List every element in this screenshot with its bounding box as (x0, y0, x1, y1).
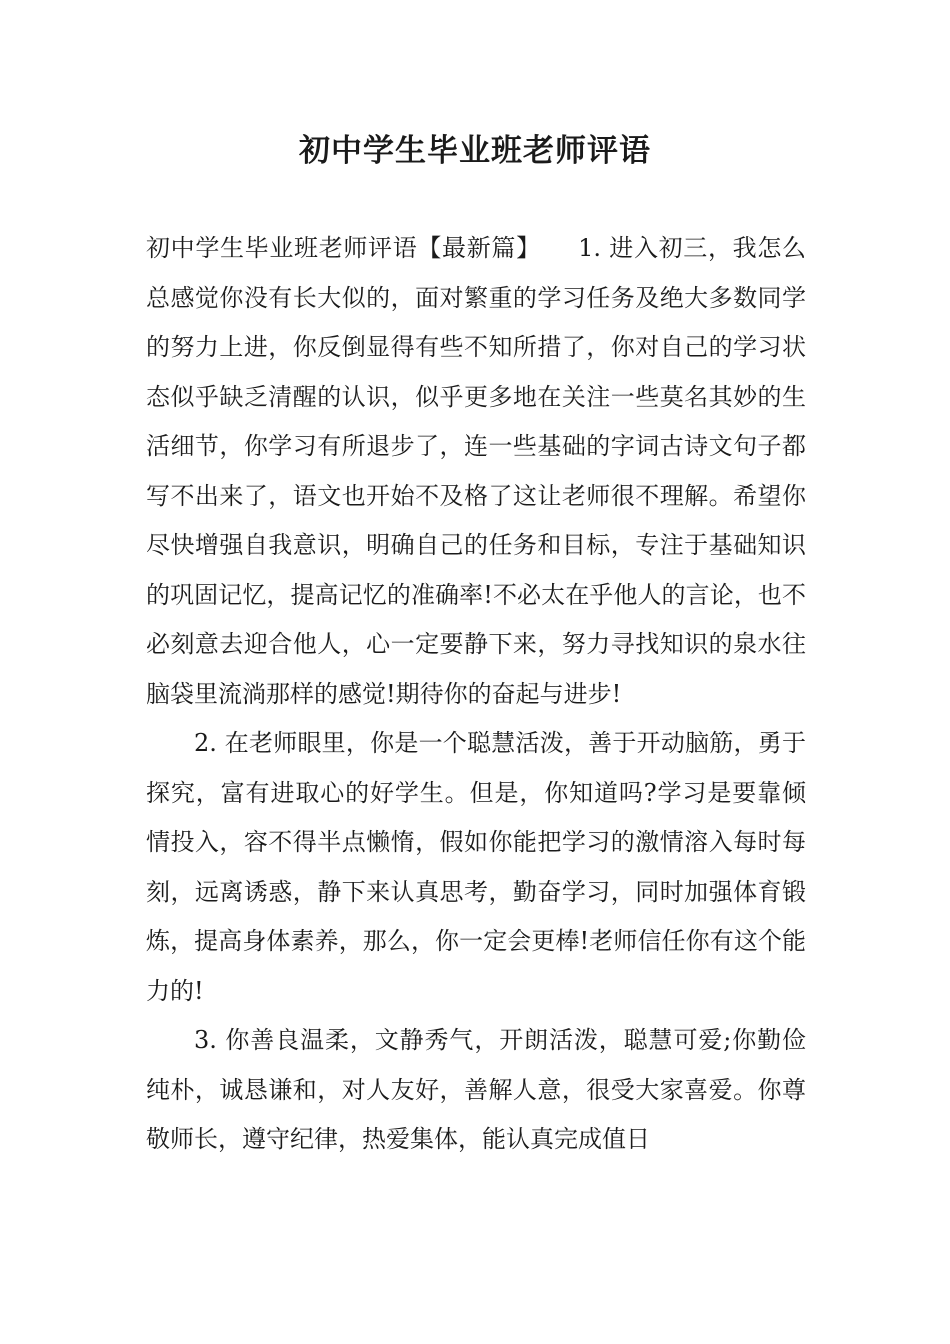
document-body (146, 224, 806, 1165)
document-title: 初中学生毕业班老师评语 (299, 133, 651, 169)
paragraph-1: 初中学生毕业班老师评语【最新篇】 1. 进入初三，我怎么总感觉你没有长大似的，面对繁重的学习任务及绝大多数同学的努力上进，你反倒显得有些不知所措了，你对自己的学习状态似乎缺乏清醒的认识，似乎更多地在关注一些莫名其妙的生活细节，你学习有所退步了，连一些基础的字词古诗文句子都写不出来了，语文也开始不及格了这让老师很不理解。希望你尽快增强自我意识，明确自己的任务和目标，专注于基础知识的巩固记忆，提高记忆的准确率!不必太在乎他人的言论，也不必刻意去迎合他人，心一定要静下来，努力寻找知识的泉水往脑袋里流淌那样的感觉!期待你的奋起与进步! (146, 234, 806, 708)
paragraph-2: 2. 在老师眼里，你是一个聪慧活泼，善于开动脑筋，勇于探究，富有进取心的好学生。但是，你知道吗?学习是要靠倾情投入，容不得半点懒惰，假如你能把学习的激情溶入每时每刻，远离诱惑，静下来认真思考，勤奋学习，同时加强体育锻炼，提高身体素养，那么，你一定会更棒!老师信任你有这个能力的! (146, 729, 806, 1005)
paragraph-3: 3. 你善良温柔，文静秀气，开朗活泼，聪慧可爱;你勤俭纯朴，诚恳谦和，对人友好，善解人意，很受大家喜爱。你尊敬师长，遵守纪律，热爱集体，能认真完成值日 (146, 1026, 806, 1153)
